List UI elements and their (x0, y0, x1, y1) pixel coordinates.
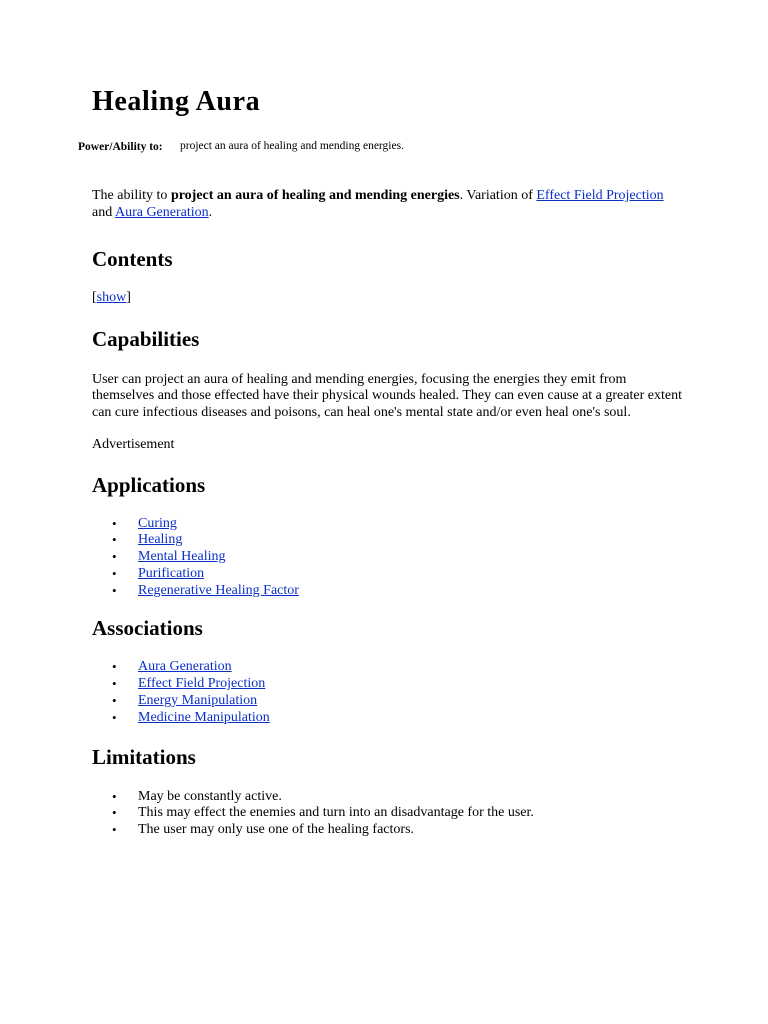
advertisement-label: Advertisement (92, 437, 175, 452)
infobox-value: project an aura of healing and mending energies. (180, 140, 404, 152)
list-item: • The user may only use one of the healing factors. (92, 822, 682, 839)
list-item: • This may effect the enemies and turn into an disadvantage for the user. (92, 805, 682, 822)
list-item (92, 659, 682, 676)
list-item (92, 583, 682, 600)
limitations-heading: Limitations (92, 744, 196, 769)
page-title: Healing Aura (92, 86, 261, 117)
curing-link[interactable]: Curing (138, 515, 177, 531)
limitations-list (92, 789, 682, 839)
list-item (92, 532, 682, 549)
toc-show-link[interactable]: show (96, 290, 127, 305)
regenerative-healing-factor-link[interactable]: Regenerative Healing Factor (138, 582, 299, 598)
healing-link[interactable]: Healing (138, 532, 183, 548)
associations-list (92, 659, 682, 726)
energy-manipulation-link[interactable]: Energy Manipulation (138, 693, 258, 709)
applications-heading: Applications (92, 472, 206, 497)
intro-and: and (92, 204, 115, 220)
article-content (92, 188, 682, 839)
purification-link[interactable]: Purification (138, 565, 205, 581)
intro-bold: project an aura of healing and mending energies (170, 188, 460, 203)
intro-end: . (208, 204, 213, 220)
aura-generation-link[interactable]: Aura Generation (114, 204, 209, 220)
list-item: • May be constantly active. (92, 789, 682, 806)
list-item (92, 549, 682, 566)
list-item (92, 566, 682, 583)
medicine-manipulation-link[interactable]: Medicine Manipulation (138, 709, 270, 725)
contents-heading: Contents (92, 247, 173, 271)
intro-paragraph (92, 188, 682, 221)
toc-close-bracket: ] (126, 290, 131, 305)
list-item (92, 710, 682, 727)
effect-field-projection-link[interactable]: Effect Field Projection (536, 188, 664, 203)
mental-healing-link[interactable]: Mental Healing (138, 549, 226, 565)
list-item (92, 676, 682, 693)
infobox-key: Power/Ability to: (78, 141, 163, 153)
applications-list (92, 516, 682, 600)
intro-prefix: The ability to (92, 188, 171, 203)
associations-heading: Associations (92, 616, 203, 641)
toc-open-bracket: [ (92, 290, 97, 305)
aura-generation-assoc-link[interactable]: Aura Generation (138, 659, 232, 675)
effect-field-projection-assoc-link[interactable]: Effect Field Projection (138, 676, 266, 692)
capabilities-heading: Capabilities (92, 326, 200, 351)
list-item (92, 693, 682, 710)
list-item (92, 516, 682, 533)
toc-toggle-line (92, 290, 682, 307)
capabilities-text: User can project an aura of healing and mending energies, focusing the energies they emit from themselves and those effected have their physical wounds healed. They can even cause at a greater extent can cure infectious diseases and poisons, can heal one's mental state and/or even heal one's soul. (92, 371, 682, 420)
intro-middle: . Variation of (459, 188, 537, 203)
